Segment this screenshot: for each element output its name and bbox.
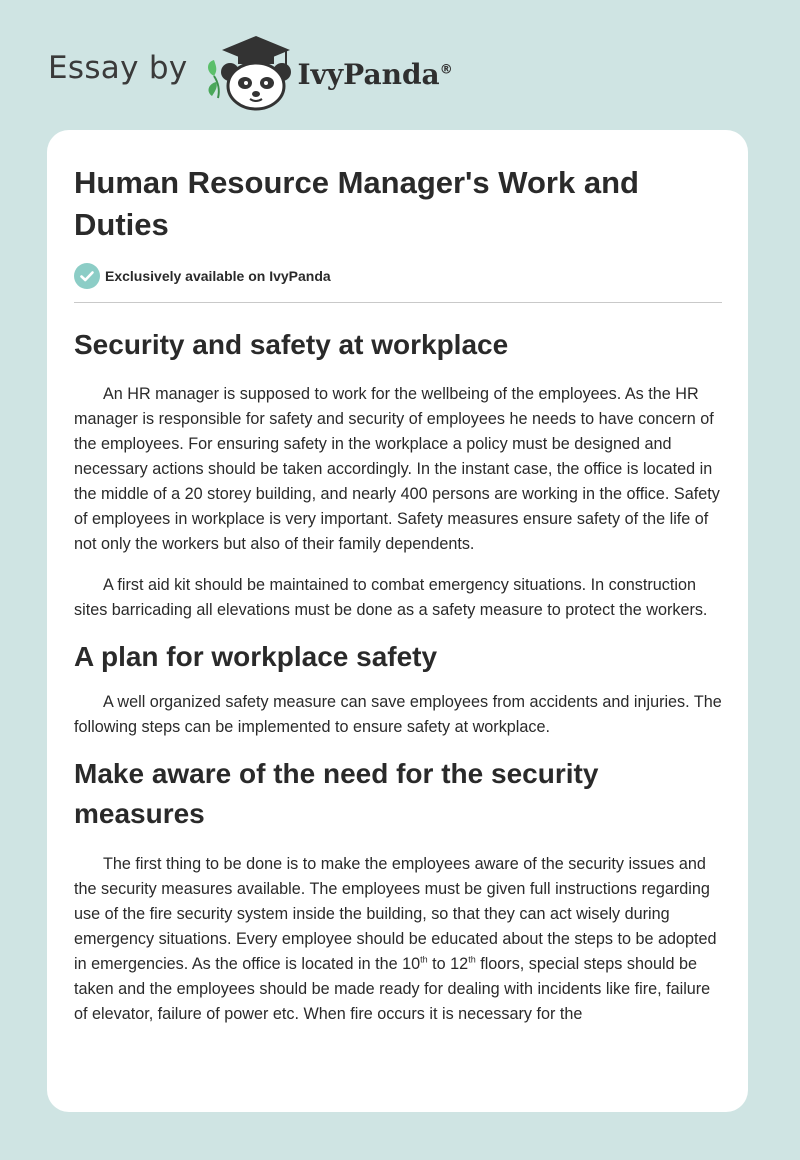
section-heading: A plan for workplace safety (74, 641, 438, 672)
paragraph (74, 852, 722, 1027)
registered-mark: ® (439, 62, 453, 78)
essay-card (47, 130, 748, 1112)
section-heading: Security and safety at workplace (74, 329, 509, 360)
paragraph-text: The first thing to be done is to make the employees aware of the security issues and the security measures available. The employees must be given full instructions regarding use of the fire security system inside the building, so that they can act wisely during emergency situations. Every employee should be educated about the steps to be adopted in emergencies. As the office is located in the 10 (74, 855, 717, 973)
section-heading: Make aware of the need for the security measures (74, 758, 599, 829)
exclusive-badge-text: Exclusively available on IvyPanda (105, 268, 331, 284)
panda-graduate-logo-icon[interactable] (202, 32, 294, 112)
exclusive-badge (74, 262, 722, 290)
paragraph-text: to 12 (427, 955, 469, 973)
title-divider (74, 302, 722, 303)
ordinal-suffix: th (468, 954, 476, 965)
ordinal-suffix: th (420, 954, 428, 965)
brand-name-text: IvyPanda (297, 57, 440, 91)
site-header (48, 32, 453, 112)
check-circle-icon (74, 263, 100, 289)
paragraph: A well organized safety measure can save employees from accidents and injuries. The following steps can be implemented to ensure safety at workplace. (74, 693, 722, 736)
paragraph: An HR manager is supposed to work for the wellbeing of the employees. As the HR manager is responsible for safety and security of employees he needs to have concern of the employees. For ensuring safety in the workplace a policy must be designed and necessary actions should be taken accordingly. In the instant case, the office is located in the middle of a 20 storey building, and nearly 400 persons are working in the office. Safety of employees in workplace is very important. Safety measures ensure safety of the life of not only the workers but also of their family dependents. (74, 385, 720, 553)
paragraph: A first aid kit should be maintained to combat emergency situations. In construction sites barricading all elevations must be done as a safety measure to protect the workers. (74, 576, 708, 619)
essay-by-label: Essay by (48, 50, 188, 86)
page-title: Human Resource Manager's Work and Duties (74, 165, 639, 242)
paragraph-text: floors, special steps should be taken and the employees should be made ready for dealing with incidents like fire, failure of elevator, failure of power etc. When fire occurs it is necessary for the (74, 955, 711, 1023)
brand-name[interactable] (298, 58, 453, 91)
